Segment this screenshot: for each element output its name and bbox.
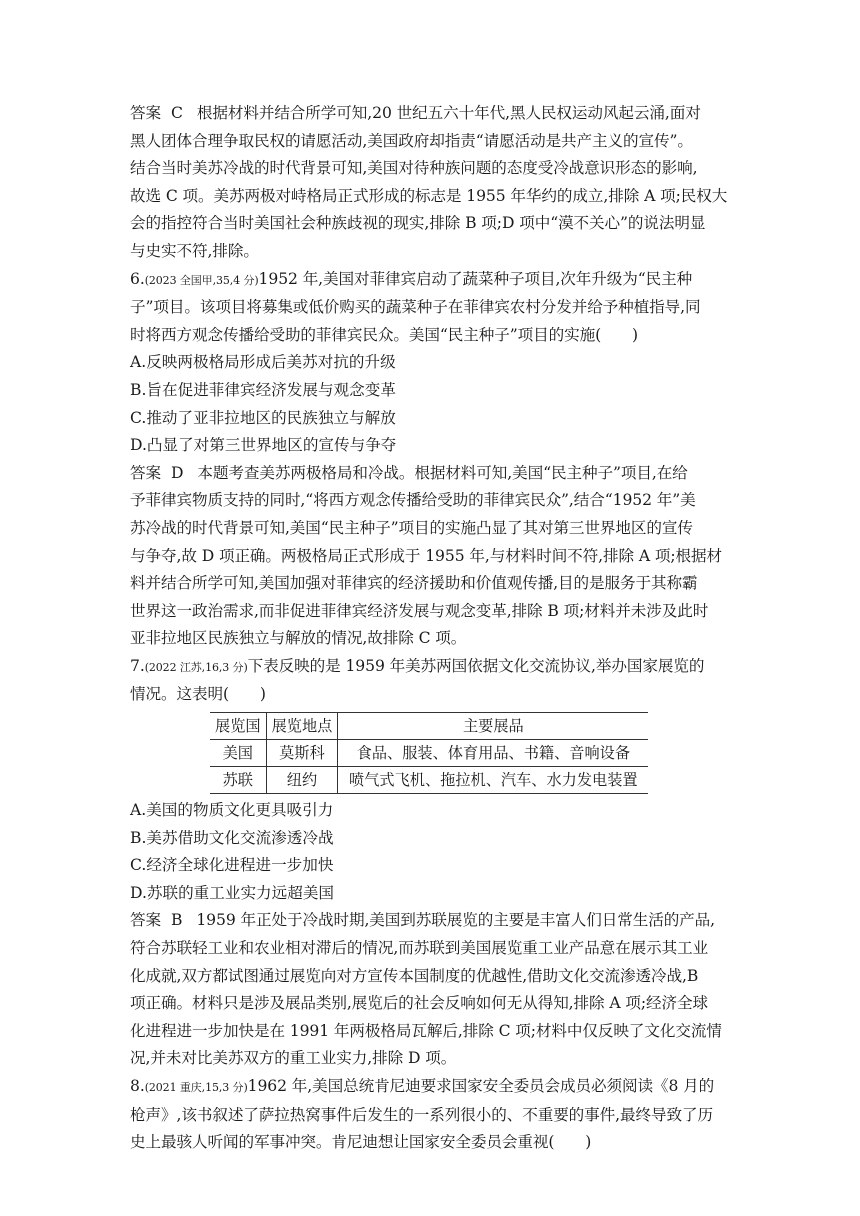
question-stem-line: 时将西方观念传播给受助的菲律宾民众。美国“民主种子”项目的实施( ) <box>130 325 639 344</box>
question-stem-line: 子”项目。该项目将募集或低价购买的蔬菜种子在菲律宾农村分发并给予种植指导,同 <box>130 298 701 317</box>
table-header-cell: 主要展品 <box>338 713 649 740</box>
table-cell: 纽约 <box>266 767 338 794</box>
question-stem-line: 情况。这表明( ) <box>130 685 266 704</box>
answer-line <box>130 100 730 128</box>
table-header-cell: 展览地点 <box>266 713 338 740</box>
question-number: 6. <box>130 269 145 288</box>
question-source: (2022 江苏,16,3 分) <box>144 660 248 674</box>
answer-line: 亚非拉地区民族独立与解放的情况,故排除 C 项。 <box>130 629 467 648</box>
question-stem-line: 枪声》,该书叙述了萨拉热窝事件后发生的一系列很小的、不重要的事件,最终导致了历 <box>130 1105 713 1124</box>
answer-letter: B <box>171 911 183 930</box>
document-page <box>130 100 730 1157</box>
question-number: 7. <box>130 656 145 675</box>
answer-line: 项正确。材料只是涉及展品类别,展览后的社会反响如何无从得知,排除 A 项;经济全球 <box>130 994 709 1013</box>
option-d: D.凸显了对第三世界地区的宣传与争夺 <box>130 436 397 455</box>
answer-line: 苏冷战的时代背景可知,美国“民主种子”项目的实施凸显了其对第三世界地区的宣传 <box>130 518 693 537</box>
answer-line: 化进程进一步加快是在 1991 年两极格局瓦解后,排除 C 项;材料中仅反映了文化交流情 <box>130 1021 722 1040</box>
question-stem-line <box>130 266 730 295</box>
option-b: B.旨在促进菲律宾经济发展与观念变革 <box>130 380 396 399</box>
question-source: (2023 全国甲,35,4 分) <box>144 273 259 287</box>
answer-line <box>130 460 730 488</box>
option-c: C.经济全球化进程进一步加快 <box>130 856 334 875</box>
question-7 <box>130 653 730 908</box>
question-8 <box>130 1073 730 1157</box>
question-stem-line <box>130 653 730 682</box>
question-text: 下表反映的是 1959 年美苏两国依据文化交流协议,举办国家展览的 <box>247 656 705 675</box>
table-cell: 喷气式飞机、拖拉机、汽车、水力发电装置 <box>338 767 649 794</box>
question-source: (2021 重庆,15,3 分) <box>144 1081 248 1094</box>
question-text: 1962 年,美国总统肯尼迪要求国家安全委员会成员必须阅读《8 月的 <box>247 1077 715 1095</box>
answer-block-5 <box>130 100 730 266</box>
answer-line <box>130 907 730 935</box>
table-row <box>210 767 648 794</box>
answer-line: 与争夺,故 D 项正确。两极格局正式形成于 1955 年,与材料时间不符,排除 A 项;根据材 <box>130 546 723 565</box>
question-stem-line: 史上最骇人听闻的军事冲突。肯尼迪想让国家安全委员会重视( ) <box>130 1133 592 1152</box>
exhibition-table <box>210 712 648 794</box>
answer-text: 根据材料并结合所学可知,20 世纪五六十年代,黑人民权运动风起云涌,面对 <box>196 104 701 122</box>
table-header-cell: 展览国 <box>215 717 261 736</box>
question-number: 8. <box>130 1077 145 1095</box>
answer-line: 予菲律宾物质支持的同时,“将西方观念传播给受助的菲律宾民众”,结合“1952 年”美 <box>130 491 696 510</box>
answer-line: 世界这一政治需求,而非促进菲律宾经济发展与观念变革,排除 B 项;材料并未涉及此时 <box>130 601 709 620</box>
answer-line: 黑人团体合理争取民权的请愿活动,美国政府却指责“请愿活动是共产主义的宣传”。 <box>130 131 693 150</box>
option-d: D.苏联的重工业实力远超美国 <box>130 883 335 902</box>
table-row <box>210 740 648 767</box>
option-a: A.反映两极格局形成后美苏对抗的升级 <box>130 353 396 372</box>
answer-label: 答案 <box>130 463 161 482</box>
answer-line: 料并结合所学可知,美国加强对菲律宾的经济援助和价值观传播,目的是服务于其称霸 <box>130 574 698 593</box>
answer-line: 化成就,双方都试图通过展览向对方宣传本国制度的优越性,借助文化交流渗透冷战,B <box>130 966 699 985</box>
question-text: 1952 年,美国对菲律宾启动了蔬菜种子项目,次年升级为“民主种 <box>258 269 693 288</box>
answer-label: 答案 <box>130 104 161 122</box>
answer-label: 答案 <box>130 911 161 930</box>
table-cell: 苏联 <box>222 771 253 790</box>
option-b: B.美苏借助文化交流渗透冷战 <box>130 828 334 847</box>
table-header-row <box>210 713 648 740</box>
answer-line: 结合当时美苏冷战的时代背景可知,美国对待种族问题的态度受冷战意识形态的影响, <box>130 159 698 178</box>
answer-line: 与史实不符,排除。 <box>130 241 259 260</box>
table-cell: 美国 <box>222 744 253 763</box>
option-c: C.推动了亚非拉地区的民族独立与解放 <box>130 408 396 427</box>
option-a: A.美国的物质文化更具吸引力 <box>130 801 334 820</box>
answer-line: 符合苏联轻工业和农业相对滞后的情况,而苏联到美国展览重工业产品意在展示其工业 <box>130 939 709 958</box>
answer-text: 本题考查美苏两极格局和冷战。根据材料可知,美国“民主种子”项目,在给 <box>197 463 688 482</box>
answer-block-6 <box>130 460 730 653</box>
answer-letter: C <box>171 104 183 122</box>
question-6 <box>130 266 730 460</box>
answer-line: 故选 C 项。美苏两极对峙格局正式形成的标志是 1955 年华约的成立,排除 A 项;民权大 <box>130 186 728 205</box>
answer-text: 1959 年正处于冷战时期,美国到苏联展览的主要是丰富人们日常生活的产品, <box>196 911 716 930</box>
table-cell: 食品、服装、体育用品、书籍、音响设备 <box>338 740 649 767</box>
question-stem-line <box>130 1073 730 1102</box>
answer-block-7 <box>130 907 730 1073</box>
answer-line: 况,并未对比美苏双方的重工业实力,排除 D 项。 <box>130 1049 457 1068</box>
answer-letter: D <box>171 463 184 482</box>
table-cell: 莫斯科 <box>266 740 338 767</box>
answer-line: 会的指控符合当时美国社会种族歧视的现实,排除 B 项;D 项中“漠不关心”的说法明显 <box>130 214 706 233</box>
